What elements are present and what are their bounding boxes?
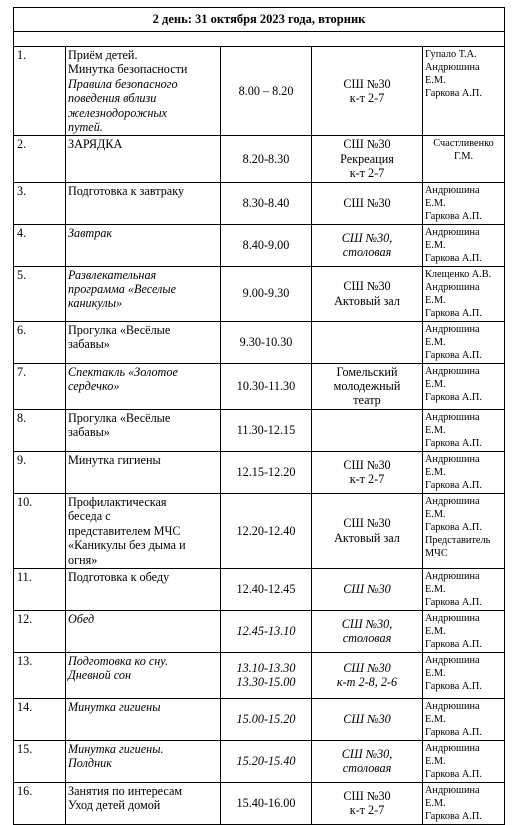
schedule-row xyxy=(14,493,505,568)
activity-cell xyxy=(66,409,221,451)
row-number: 14. xyxy=(14,698,66,740)
row-number: 10. xyxy=(14,493,66,568)
text-line: Занятия по интересам xyxy=(68,783,183,798)
text-line: поведения вблизи xyxy=(68,91,157,106)
row-number: 6. xyxy=(14,321,66,363)
text-line: к-т 2-7 xyxy=(349,803,385,818)
row-number: 3. xyxy=(14,182,66,224)
activity-cell xyxy=(66,321,221,363)
text-line: 12.20-12.40 xyxy=(236,523,296,538)
text-line: Е.М. xyxy=(425,583,446,595)
text-line: Подготовка к обеду xyxy=(68,569,170,584)
text-line: Гаркова А.П. xyxy=(425,252,482,264)
activity-cell xyxy=(66,568,221,610)
responsible-cell xyxy=(423,610,505,652)
row-number: 4. xyxy=(14,224,66,266)
activity-cell xyxy=(66,740,221,782)
responsible-cell xyxy=(423,782,505,824)
text-line: СШ №30 xyxy=(343,279,391,294)
activity-cell xyxy=(66,266,221,321)
text-line: СШ №30 xyxy=(343,789,391,803)
text-line: 9.30-10.30 xyxy=(239,334,293,349)
schedule-row xyxy=(14,568,505,610)
responsible-cell xyxy=(423,451,505,493)
schedule-row xyxy=(14,610,505,652)
schedule-row xyxy=(14,451,505,493)
text-line: Г.М. xyxy=(453,151,474,163)
row-number: 11. xyxy=(14,568,66,610)
text-line: 13.10-13.30 xyxy=(236,661,296,675)
text-line: Е.М. xyxy=(425,378,446,390)
text-line: Андрюшина xyxy=(425,281,480,293)
text-line: Е.М. xyxy=(425,797,446,809)
responsible-cell xyxy=(423,652,505,698)
text-line: Актовый зал xyxy=(334,293,400,308)
text-line: Гаркова А.П. xyxy=(425,88,482,99)
text-line: Андрюшина xyxy=(425,62,480,73)
activity-cell xyxy=(66,493,221,568)
time-cell xyxy=(221,698,312,740)
time-cell xyxy=(221,224,312,266)
schedule-row xyxy=(14,698,505,740)
text-line: СШ №30 xyxy=(343,582,391,597)
activity-cell xyxy=(66,610,221,652)
time-cell xyxy=(221,321,312,363)
time-cell xyxy=(221,568,312,610)
activity-cell xyxy=(66,363,221,409)
text-line: каникулы» xyxy=(68,296,123,311)
text-line: Андрюшина xyxy=(425,570,480,582)
text-line: СШ №30 xyxy=(343,661,391,675)
text-line: Подготовка к завтраку xyxy=(68,183,185,198)
text-line: к-т 2-7 xyxy=(349,91,385,106)
text-line: Актовый зал xyxy=(334,530,400,545)
text-line: МЧС xyxy=(425,547,448,559)
text-line: к-т 2-8, 2-6 xyxy=(336,675,398,690)
text-line: Развлекательная xyxy=(68,267,157,282)
time-cell xyxy=(221,782,312,824)
text-line: Представитель xyxy=(425,534,491,546)
row-number: 7. xyxy=(14,363,66,409)
text-line: Андрюшина xyxy=(425,654,480,666)
text-line: Прогулка «Весёлые xyxy=(68,322,171,337)
row-number: 13. xyxy=(14,652,66,698)
responsible-cell xyxy=(423,266,505,321)
schedule-row xyxy=(14,321,505,363)
text-line: СШ №30 xyxy=(343,516,391,531)
text-line: Гаркова А.П. xyxy=(425,307,482,319)
text-line: Гаркова А.П. xyxy=(425,768,482,780)
place-cell xyxy=(312,652,423,698)
text-line: Андрюшина xyxy=(425,453,480,465)
place-cell xyxy=(312,321,423,363)
responsible-cell xyxy=(423,568,505,610)
text-line: Приём детей. xyxy=(68,48,138,62)
text-line: Гаркова А.П. xyxy=(425,521,482,533)
text-line: Е.М. xyxy=(425,197,446,209)
spacer-row xyxy=(14,32,505,47)
header-row xyxy=(14,8,505,32)
place-cell xyxy=(312,224,423,266)
text-line: Е.М. xyxy=(425,75,446,86)
text-line: 12.45-13.10 xyxy=(236,624,296,639)
time-cell xyxy=(221,47,312,136)
text-line: Гаркова А.П. xyxy=(425,391,482,403)
row-number: 15. xyxy=(14,740,66,782)
responsible-cell xyxy=(423,136,505,182)
text-line: СШ №30, xyxy=(341,747,393,761)
text-line: Минутка гигиены xyxy=(68,699,161,714)
time-cell xyxy=(221,740,312,782)
place-cell xyxy=(312,568,423,610)
text-line: Минутка безопасности xyxy=(68,62,188,77)
activity-cell xyxy=(66,47,221,136)
schedule-table xyxy=(13,7,505,825)
place-cell xyxy=(312,136,423,182)
text-line: Гаркова А.П. xyxy=(425,210,482,222)
text-line: Гомельский xyxy=(336,364,398,379)
responsible-cell xyxy=(423,740,505,782)
text-line: Гаркова А.П. xyxy=(425,638,482,650)
text-line: СШ №30 xyxy=(343,137,391,152)
text-line: СШ №30 xyxy=(343,76,391,91)
text-line: Андрюшина xyxy=(425,226,480,238)
text-line: Правила безопасного xyxy=(68,76,178,91)
schedule-row xyxy=(14,652,505,698)
place-cell xyxy=(312,182,423,224)
text-line: столовая xyxy=(342,761,392,776)
text-line: СШ №30, xyxy=(341,230,393,245)
text-line: Минутка гигиены xyxy=(68,452,161,467)
text-line: Спектакль «Золотое xyxy=(68,364,178,379)
schedule-row xyxy=(14,363,505,409)
time-cell xyxy=(221,451,312,493)
text-line: Подготовка ко сну. xyxy=(68,653,168,668)
text-line: железнодорожных xyxy=(68,105,168,120)
text-line: Гаркова А.П. xyxy=(425,479,482,491)
text-line: Полдник xyxy=(68,756,112,771)
text-line: Гаркова А.П. xyxy=(425,810,482,822)
text-line: 8.30-8.40 xyxy=(242,195,290,210)
text-line: Андрюшина xyxy=(425,612,480,624)
text-line: Дневной сон xyxy=(68,668,132,683)
text-line: Андрюшина xyxy=(425,784,480,796)
place-cell xyxy=(312,740,423,782)
text-line: Клещенко А.В. xyxy=(425,268,492,280)
text-line: ЗАРЯДКА xyxy=(68,137,123,152)
text-line: Гаркова А.П. xyxy=(425,349,482,361)
text-line: Е.М. xyxy=(425,713,446,725)
activity-cell xyxy=(66,136,221,182)
text-line: программа «Веселые xyxy=(68,282,177,297)
text-line: молодежный xyxy=(333,379,401,394)
text-line: Е.М. xyxy=(425,294,446,306)
text-line: Андрюшина xyxy=(425,495,480,507)
responsible-cell xyxy=(423,224,505,266)
text-line: Е.М. xyxy=(425,239,446,251)
text-line: СШ №30, xyxy=(341,617,393,631)
text-line: сердечко» xyxy=(68,379,120,394)
text-line: 13.30-15.00 xyxy=(236,675,296,690)
text-line: Андрюшина xyxy=(425,700,480,712)
text-line: столовая xyxy=(342,245,392,260)
responsible-cell xyxy=(423,493,505,568)
schedule-row xyxy=(14,266,505,321)
place-cell xyxy=(312,409,423,451)
text-line: Гупало Т.А. xyxy=(425,49,477,60)
text-line: забавы» xyxy=(68,425,110,440)
place-cell xyxy=(312,451,423,493)
activity-cell xyxy=(66,652,221,698)
text-line: 9.00-9.30 xyxy=(242,286,290,301)
text-line: Гаркова А.П. xyxy=(425,726,482,738)
activity-cell xyxy=(66,224,221,266)
text-line: огня» xyxy=(68,552,98,567)
row-number: 9. xyxy=(14,451,66,493)
responsible-cell xyxy=(423,182,505,224)
text-line: 12.40-12.45 xyxy=(236,582,296,597)
place-cell xyxy=(312,47,423,136)
text-line: Е.М. xyxy=(425,508,446,520)
text-line: Е.М. xyxy=(425,336,446,348)
text-line: Е.М. xyxy=(425,466,446,478)
text-line: беседа с xyxy=(68,509,111,524)
schedule-row xyxy=(14,182,505,224)
text-line: путей. xyxy=(68,120,103,135)
text-line: 12.15-12.20 xyxy=(236,465,296,480)
text-line: Андрюшина xyxy=(425,411,480,423)
responsible-cell xyxy=(423,698,505,740)
time-cell xyxy=(221,136,312,182)
text-line: Андрюшина xyxy=(425,323,480,335)
text-line: представителем МЧС xyxy=(68,523,181,538)
schedule-row xyxy=(14,136,505,182)
time-cell xyxy=(221,182,312,224)
text-line: столовая xyxy=(342,631,392,646)
text-line: Е.М. xyxy=(425,667,446,679)
time-cell xyxy=(221,493,312,568)
responsible-cell xyxy=(423,409,505,451)
place-cell xyxy=(312,782,423,824)
text-line: Счастливенко xyxy=(433,138,494,150)
text-line: 15.20-15.40 xyxy=(236,754,296,769)
place-cell xyxy=(312,493,423,568)
responsible-cell xyxy=(423,321,505,363)
place-cell xyxy=(312,610,423,652)
activity-cell xyxy=(66,782,221,824)
responsible-cell xyxy=(423,47,505,136)
text-line: Гаркова А.П. xyxy=(425,680,482,692)
text-line: Е.М. xyxy=(425,755,446,767)
schedule-row xyxy=(14,224,505,266)
text-line: Обед xyxy=(68,611,95,626)
text-line: Прогулка «Весёлые xyxy=(68,410,171,425)
place-cell xyxy=(312,698,423,740)
text-line: Андрюшина xyxy=(425,184,480,196)
text-line: 15.40-16.00 xyxy=(236,796,296,811)
schedule-row xyxy=(14,47,505,136)
schedule-row xyxy=(14,740,505,782)
text-line: Гаркова А.П. xyxy=(425,596,482,608)
text-line: 11.30-12.15 xyxy=(236,423,296,438)
text-line: к-т 2-7 xyxy=(349,472,385,487)
text-line: театр xyxy=(353,393,381,408)
text-line: «Каникулы без дыма и xyxy=(68,538,186,553)
row-number: 12. xyxy=(14,610,66,652)
text-line: Гаркова А.П. xyxy=(425,437,482,449)
text-line: СШ №30 xyxy=(343,195,391,210)
time-cell xyxy=(221,652,312,698)
row-number: 2. xyxy=(14,136,66,182)
place-cell xyxy=(312,266,423,321)
row-number: 5. xyxy=(14,266,66,321)
text-line: к-т 2-7 xyxy=(349,166,385,181)
text-line: 10.30-11.30 xyxy=(236,379,296,394)
text-line: Андрюшина xyxy=(425,365,480,377)
row-number: 1. xyxy=(14,47,66,136)
text-line: Минутка гигиены. xyxy=(68,741,164,756)
row-number: 16. xyxy=(14,782,66,824)
text-line: Рекреация xyxy=(340,151,394,166)
schedule-row xyxy=(14,782,505,824)
time-cell xyxy=(221,610,312,652)
text-line: Е.М. xyxy=(425,625,446,637)
day-header: 2 день: 31 октября 2023 года, вторник xyxy=(14,8,505,32)
text-line: СШ №30 xyxy=(343,457,391,472)
text-line: Андрюшина xyxy=(425,742,480,754)
text-line: 8.20-8.30 xyxy=(242,151,290,166)
row-number: 8. xyxy=(14,409,66,451)
text-line: СШ №30 xyxy=(343,712,391,727)
place-cell xyxy=(312,363,423,409)
activity-cell xyxy=(66,698,221,740)
text-line: 8.00 – 8.20 xyxy=(238,84,294,99)
text-line: Уход детей домой xyxy=(68,798,161,813)
spacer-cell xyxy=(14,32,505,47)
text-line: Завтрак xyxy=(68,225,113,240)
text-line: 15.00-15.20 xyxy=(236,712,296,727)
responsible-cell xyxy=(423,363,505,409)
activity-cell xyxy=(66,451,221,493)
text-line: Е.М. xyxy=(425,424,446,436)
text-line: забавы» xyxy=(68,337,110,352)
time-cell xyxy=(221,266,312,321)
schedule-row xyxy=(14,409,505,451)
activity-cell xyxy=(66,182,221,224)
time-cell xyxy=(221,409,312,451)
text-line: Профилактическая xyxy=(68,494,167,509)
text-line: 8.40-9.00 xyxy=(242,237,290,252)
time-cell xyxy=(221,363,312,409)
